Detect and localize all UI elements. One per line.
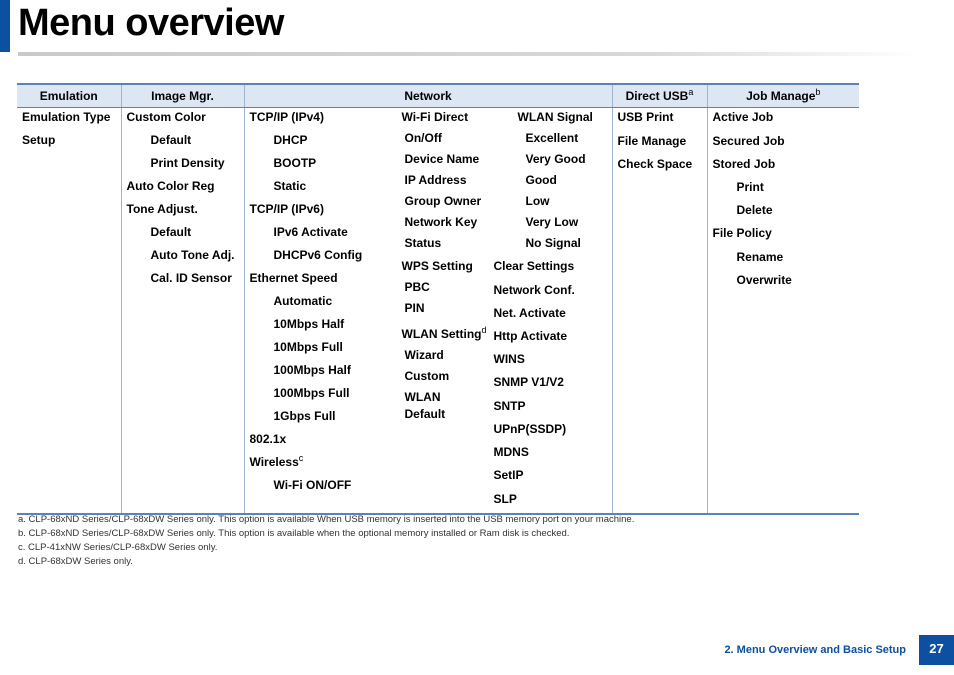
header-network: Network — [244, 84, 612, 107]
menu-subitem: Automatic — [273, 293, 333, 308]
menu-item: Secured Job — [712, 133, 785, 148]
wireless-label: Wireless — [249, 454, 299, 469]
network-subcolumn-ip — [245, 108, 397, 507]
menu-subitem: Group Owner — [404, 193, 482, 208]
menu-subitem: Auto Tone Adj. — [150, 247, 235, 262]
job-manage-column — [707, 107, 859, 514]
header-job-manage — [707, 84, 859, 107]
menu-item: TCP/IP (IPv6) — [249, 201, 324, 216]
network-subcolumn-wifi-direct — [397, 108, 494, 507]
image-mgr-column — [121, 107, 244, 514]
menu-item: Auto Color Reg — [126, 178, 215, 193]
menu-item: Net. Activate — [493, 305, 566, 320]
header-emulation: Emulation — [17, 84, 121, 107]
header-direct-usb — [612, 84, 707, 107]
title-divider — [18, 52, 918, 56]
table-body-row — [17, 107, 859, 514]
menu-item: TCP/IP (IPv4) — [249, 109, 324, 124]
menu-item: File Manage — [617, 133, 687, 148]
footnote-a: a. CLP-68xND Series/CLP-68xDW Series only. This option is available When USB memory is inserted into the USB memory port on your machine. — [18, 514, 635, 525]
footnote-d: d. CLP-68xDW Series only. — [18, 556, 133, 567]
menu-subitem: 100Mbps Full — [273, 385, 350, 400]
header-image-mgr: Image Mgr. — [121, 84, 244, 107]
page-title: Menu overview — [18, 2, 284, 44]
menu-subitem: WLAN Default — [404, 389, 446, 421]
menu-subitem: PBC — [404, 279, 430, 294]
menu-subitem: IPv6 Activate — [273, 224, 348, 239]
menu-subitem: IP Address — [404, 172, 467, 187]
network-split — [245, 108, 612, 507]
menu-subitem: 10Mbps Full — [273, 339, 343, 354]
menu-subitem: Wi-Fi ON/OFF — [273, 477, 352, 492]
menu-subitem: 1Gbps Full — [273, 408, 336, 423]
menu-subitem: BOOTP — [273, 155, 317, 170]
footnote-ref-d: d — [481, 324, 487, 335]
menu-subitem: 10Mbps Half — [273, 316, 345, 331]
menu-item: USB Print — [617, 109, 674, 124]
menu-subitem: DHCPv6 Config — [273, 247, 363, 262]
menu-subitem: Status — [404, 235, 442, 250]
menu-item: Setup — [22, 132, 56, 147]
menu-subitem: Good — [525, 172, 557, 187]
menu-subitem: Print — [736, 179, 764, 194]
menu-item: Check Space — [617, 156, 693, 171]
menu-item: SNMP V1/V2 — [493, 374, 564, 389]
footnote-ref-c: c — [298, 452, 304, 463]
footnote-ref-a: a — [688, 86, 694, 97]
footnotes — [18, 513, 634, 569]
menu-subitem: 100Mbps Half — [273, 362, 351, 377]
menu-subitem: Static — [273, 178, 307, 193]
wlan-setting-label: WLAN Setting — [401, 326, 482, 341]
footnote-c: c. CLP-41xNW Series/CLP-68xDW Series only. — [18, 542, 218, 553]
menu-subitem: Wizard — [404, 347, 444, 362]
menu-subitem: Delete — [736, 202, 773, 217]
menu-item — [245, 454, 397, 470]
menu-subitem: Low — [525, 193, 550, 208]
menu-item: Emulation Type — [22, 109, 111, 124]
title-accent-bar — [0, 0, 10, 52]
menu-item: SLP — [493, 491, 517, 506]
menu-item: Tone Adjust. — [126, 201, 198, 216]
menu-subitem: Print Density — [150, 155, 225, 170]
menu-subitem: Cal. ID Sensor — [150, 270, 232, 285]
menu-item: Wi-Fi Direct — [401, 109, 469, 124]
menu-item: WLAN Signal — [517, 109, 593, 124]
table-header-row — [17, 84, 859, 107]
menu-item: Network Conf. — [493, 282, 575, 297]
footer-section-link[interactable]: 2. Menu Overview and Basic Setup — [724, 644, 906, 656]
menu-item: UPnP(SSDP) — [493, 421, 567, 436]
menu-item: File Policy — [712, 225, 772, 240]
menu-item — [397, 326, 494, 342]
menu-subitem: On/Off — [404, 130, 442, 145]
network-subcolumn-wlan-signal — [494, 108, 612, 507]
menu-subitem: Overwrite — [736, 272, 792, 287]
page-number: 27 — [919, 635, 954, 665]
menu-item: Stored Job — [712, 156, 776, 171]
menu-subitem: DHCP — [273, 132, 308, 147]
menu-subitem: Default — [150, 224, 192, 239]
menu-item: WINS — [493, 351, 525, 366]
menu-item: 802.1x — [249, 431, 287, 446]
menu-item: Ethernet Speed — [249, 270, 338, 285]
menu-subitem: PIN — [404, 300, 425, 315]
menu-subitem: Default — [150, 132, 192, 147]
network-subcolumn-wifi — [397, 108, 612, 507]
header-direct-usb-label: Direct USB — [625, 88, 689, 103]
menu-item: Active Job — [712, 109, 774, 124]
menu-item: WPS Setting — [401, 258, 473, 273]
menu-subitem: Excellent — [525, 130, 579, 145]
menu-subitem: Very Low — [525, 214, 579, 229]
menu-overview-table — [17, 83, 859, 515]
header-job-manage-label: Job Manage — [746, 88, 816, 103]
network-column — [244, 107, 612, 514]
menu-subitem: Very Good — [525, 151, 586, 166]
menu-subitem: Rename — [736, 249, 784, 264]
menu-item: MDNS — [493, 444, 529, 459]
footnote-ref-b: b — [815, 86, 821, 97]
menu-item: Clear Settings — [493, 258, 575, 273]
menu-subitem: No Signal — [525, 235, 581, 250]
menu-item: SNTP — [493, 398, 526, 413]
menu-item: Custom Color — [126, 109, 206, 124]
menu-item: Http Activate — [493, 328, 568, 343]
menu-subitem: Custom — [404, 368, 450, 383]
menu-subitem: Network Key — [404, 214, 478, 229]
footnote-b: b. CLP-68xND Series/CLP-68xDW Series only. This option is available when the optional memory installed or Ram disk is checked. — [18, 528, 570, 539]
direct-usb-column — [612, 107, 707, 514]
menu-item: SetIP — [493, 467, 524, 482]
network-wifi-split — [397, 108, 612, 507]
emulation-column — [17, 107, 121, 514]
menu-subitem: Device Name — [404, 151, 480, 166]
